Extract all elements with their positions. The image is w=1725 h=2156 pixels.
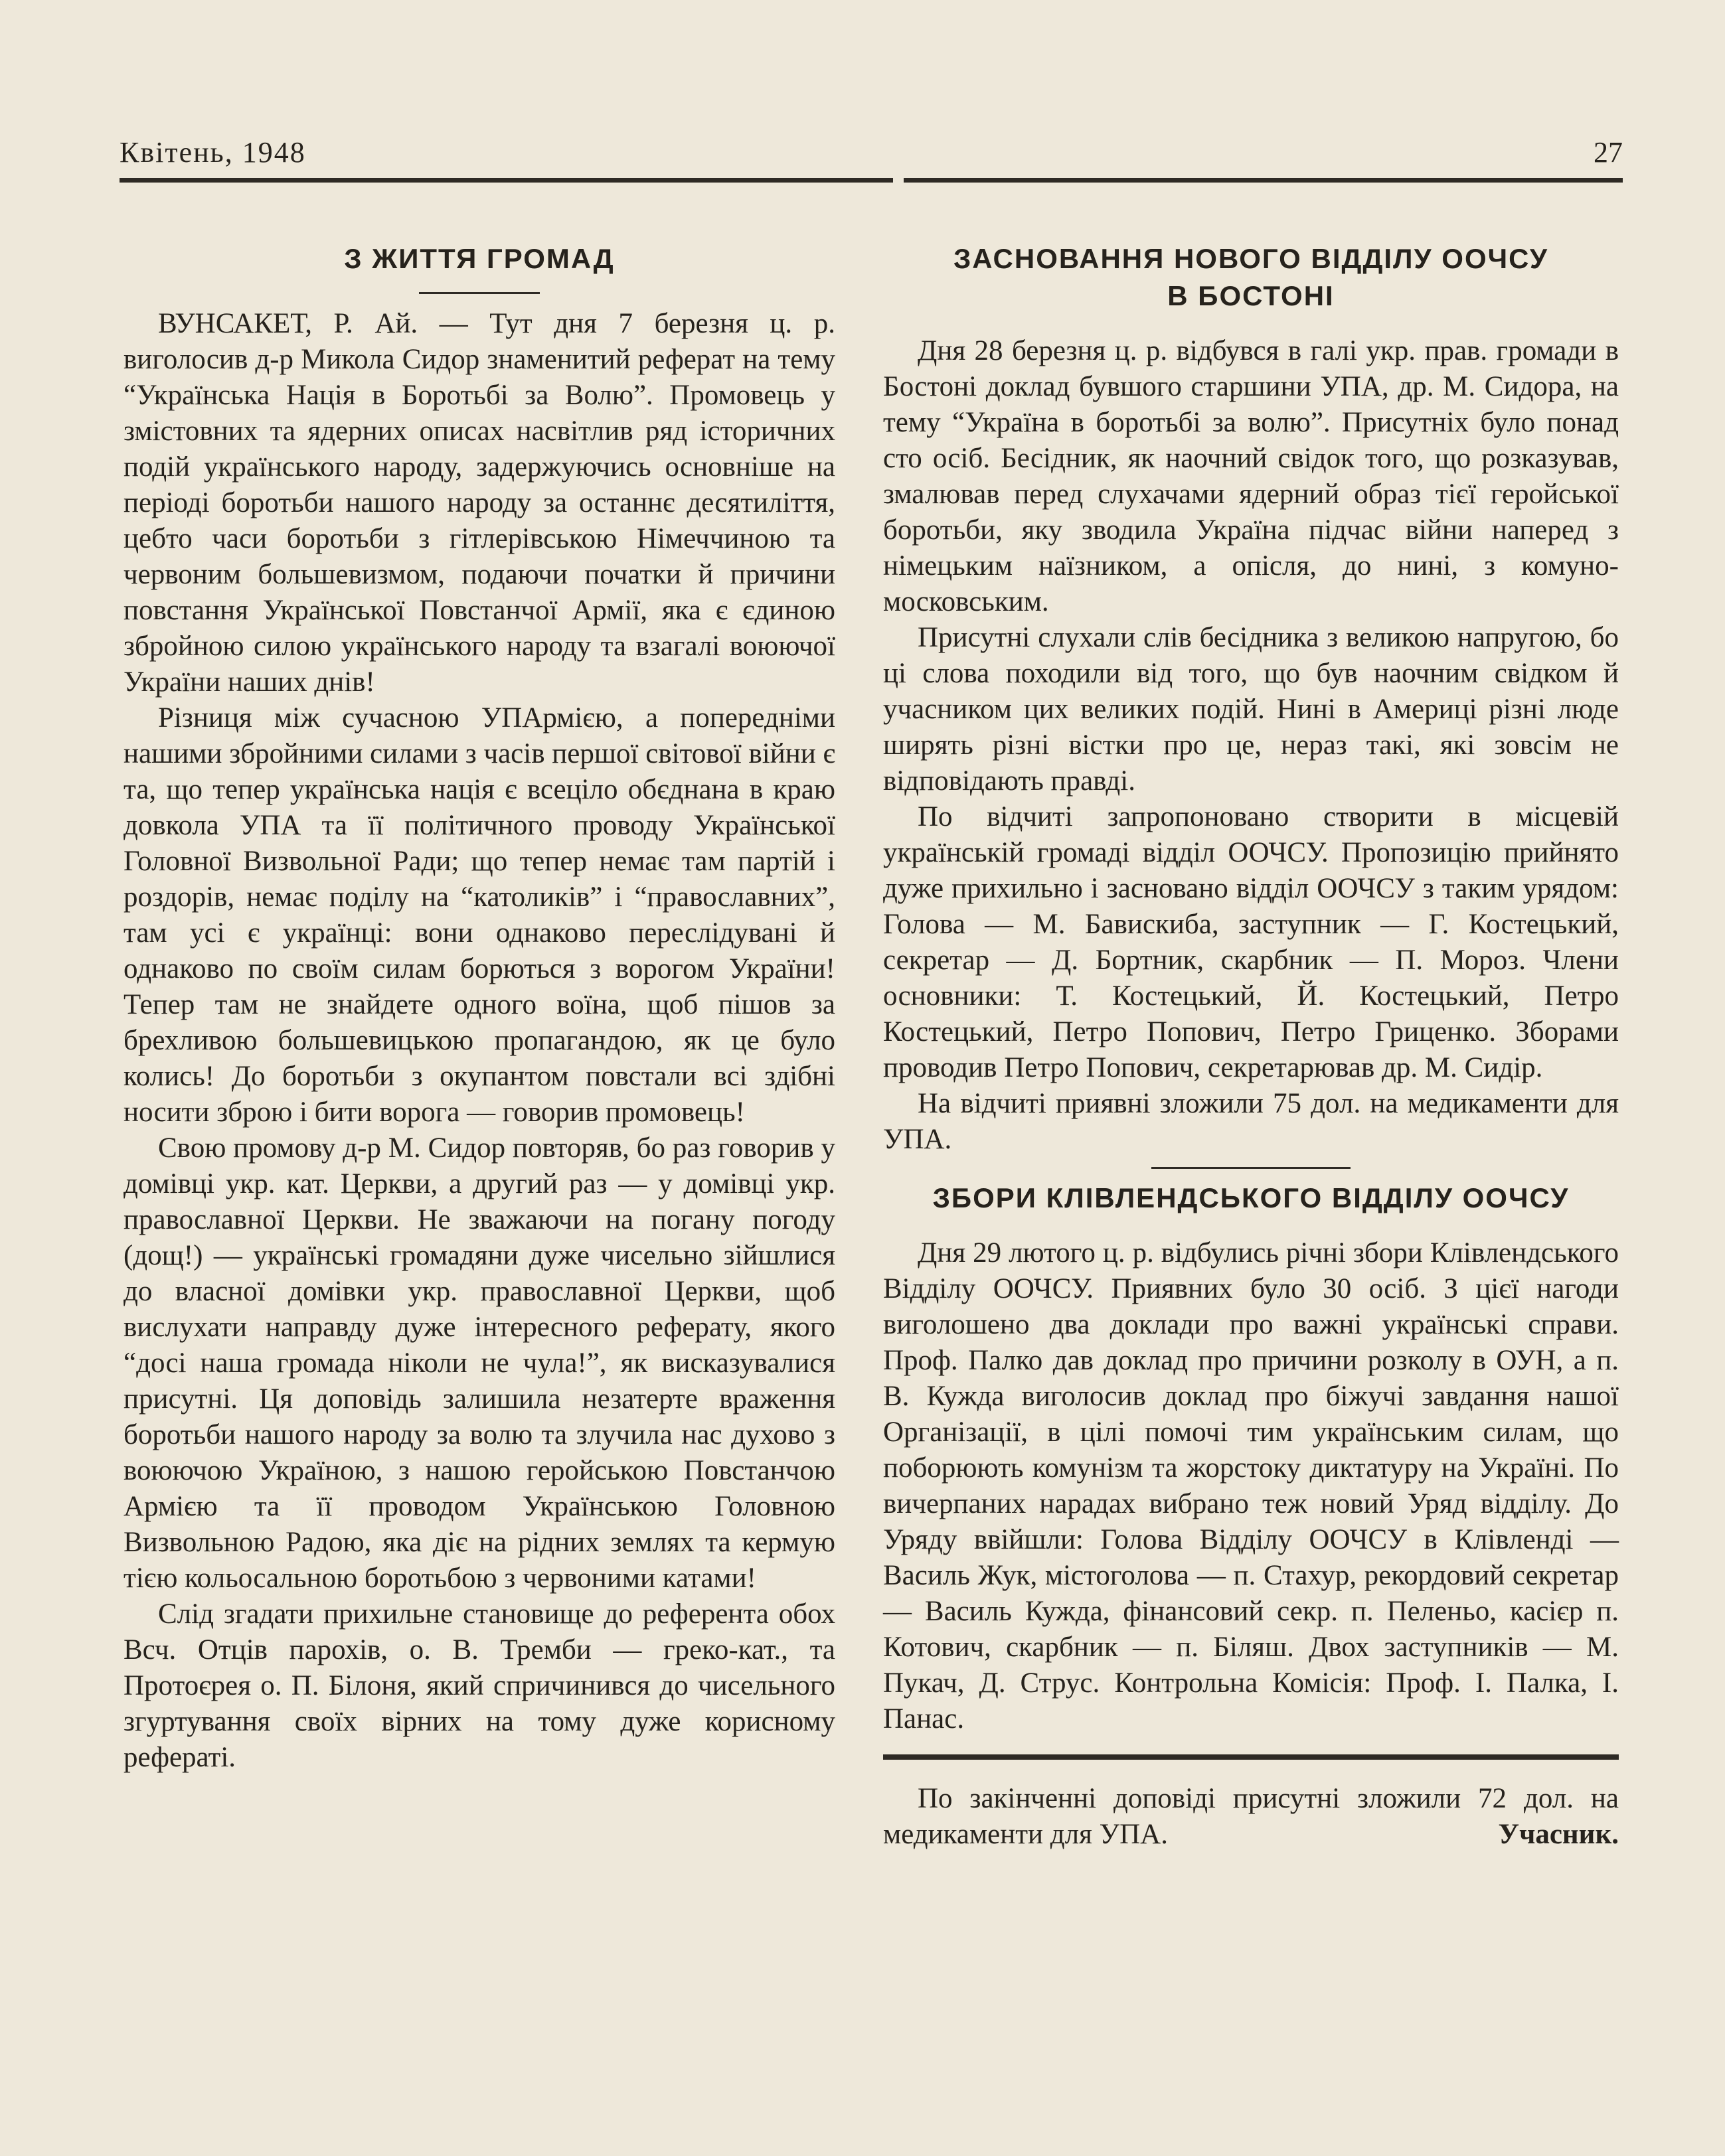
page-number: 27 (1594, 136, 1623, 169)
page-header (120, 130, 1623, 177)
author-signature: Учасник. (1498, 1819, 1619, 1850)
closing-paragraph (883, 1781, 1619, 1853)
paragraph: Дня 29 лютого ц. р. відбулись річні збори Клівлендського Відділу ООЧСУ. Приявних було 30 осіб. З цієї нагоди виголошено два доклади про важні українські справи. Проф. Палко дав доклад про причини розколу в ОУН, а п. В. Кужда виголосив доклад про біжучі завдання нашої Організації, в цілі помочі тим українським силам, що поборюють комунізм та жорстоку диктатуру на Україні. По вичерпаних нарадах вибрано теж новий Уряд відділу. До Уряду ввійшли: Голова Відділу ООЧСУ в Клівленді — Василь Жук, містоголова — п. Стахур, рекордовий секретар — Василь Кужда, фінансовий секр. п. Пеленьо, касієр п. Котович, скарбник — п. Біляш. Двох заступників — М. Пукач, Д. Струс. Контрольна Комісія: Проф. І. Палка, І. Панас. (883, 1237, 1619, 1734)
article-title-line: ЗАСНОВАННЯ НОВОГО ВІДДІЛУ ООЧСУ (953, 243, 1549, 274)
paragraph: Різниця між сучасною УПАрмією, а попередніми нашими збройними силами з часів першої світової війни є та, що тепер українська нація є всеціло обєднана в краю довкола УПА та її політичного проводу Української Головної Визвольної Ради; що тепер немає там партій і роздорів, немає поділу на “католиків” і “православних”, там усі є українці: вони однаково переслідувані й однаково по своїм силам борються з ворогом України! Тепер там не знайдете одного воїна, щоб пішов за брехливою большевицькою пропагандою, як це було колись! До боротьби з окупантом повстали всі здібні носити зброю і бити ворога — говорив промовець! (123, 702, 835, 1128)
article-title-cleveland: ЗБОРИ КЛІВЛЕНДСЬКОГО ВІДДІЛУ ООЧСУ (932, 1182, 1570, 1213)
paragraph: ВУНСАКЕТ, Р. Ай. — Тут дня 7 березня ц. р. виголосив д-р Микола Сидор знаменитий реферат на тему “Українська Нація в Боротьбі за Волю”. Промовець у змістовних та ядерних описах насвітлив ряд історичних подій українського народу, задержуючись основніше на періоді боротьби нашого народу за останнє десятиліття, цебто часи боротьби з гітлерівською Німеччиною та червоним большевизмом, подаючи початки й причини повстання Української Повстанчої Армії, яка є єдиною збройною силою українського народу та взагалі воюючої України наших днів! (123, 308, 835, 698)
paragraph: Дня 28 березня ц. р. відбувся в галі укр. прав. громади в Бостоні доклад бувшого старшини УПА, др. М. Сидора, на тему “Україна в боротьбі за волю”. Присутніх було понад сто осіб. Бесідник, як наочний свідок того, що розказував, змалював перед слухачами ядерний образ тієї геройської боротьби, яку зводила Україна підчас війни наперед з німецьким наїзником, а опісля, до нині, з комуно-московським. (883, 335, 1619, 617)
article-title-boston (883, 240, 1619, 315)
left-column (123, 240, 835, 1776)
closing-rule (883, 1754, 1619, 1769)
title-divider (419, 292, 540, 294)
paragraph: Слід згадати прихильне становище до референта обох Всч. Отців парохів, о. В. Тремби — греко-кат., та Протоєрея о. П. Білоня, який спричинився до чисельного згуртування своїх вірних на тому дуже корисному рефераті. (123, 1598, 835, 1773)
paragraph: На відчиті приявні зложили 75 дол. на медикаменти для УПА. (883, 1088, 1619, 1155)
header-rule (120, 178, 1623, 183)
issue-date: Квітень, 1948 (120, 136, 306, 169)
article-divider (1151, 1167, 1351, 1169)
right-column (883, 240, 1619, 1853)
paragraph: По відчиті запропоновано створити в місцевій українській громаді відділ ООЧСУ. Пропозицію прийнято дуже прихильно і засновано відділ ООЧСУ з таким урядом: Голова — М. Бавискиба, заступник — Г. Костецький, секретар — Д. Бортник, скарбник — П. Мороз. Члени основники: Т. Костецький, Й. Костецький, Петро Костецький, Петро Попович, Петро Гриценко. Зборами проводив Петро Попович, секретарював др. М. Сидір. (883, 801, 1619, 1083)
closing-text: По закінченні доповіді присутні зложили 72 дол. на медикаменти для УПА. (883, 1783, 1619, 1850)
section-title-communities: З ЖИТТЯ ГРОМАД (344, 243, 615, 274)
article-title-line: В БОСТОНІ (1167, 280, 1335, 311)
paragraph: Свою промову д-р М. Сидор повторяв, бо раз говорив у домівці укр. кат. Церкви, а другий раз — у домівці укр. православної Церкви. Не зважаючи на погану погоду (дощ!) — українські громадяни дуже чисельно зійшлися до власної домівки укр. православної Церкви, щоб вислухати направду дуже інтересного реферату, якого “досі наша громада ніколи не чула!”, як висказувалися присутні. Ця доповідь залишила незатерте враження боротьби нашого народу за волю та злучила нас духово з воюючою Україною, з нашою геройською Повстанчою Армією та її проводом Українською Головною Визвольною Радою, яка діє на рідних землях та кермую тією кольосальною боротьбою з червоними катами! (123, 1132, 835, 1594)
paragraph: Присутні слухали слів бесідника з великою напругою, бо ці слова походили від того, що був наочним свідком й учасником цих великих подій. Нині в Америці різні люде ширять різні вістки про це, нераз такі, які зовсім не відповідають правді. (883, 622, 1619, 797)
